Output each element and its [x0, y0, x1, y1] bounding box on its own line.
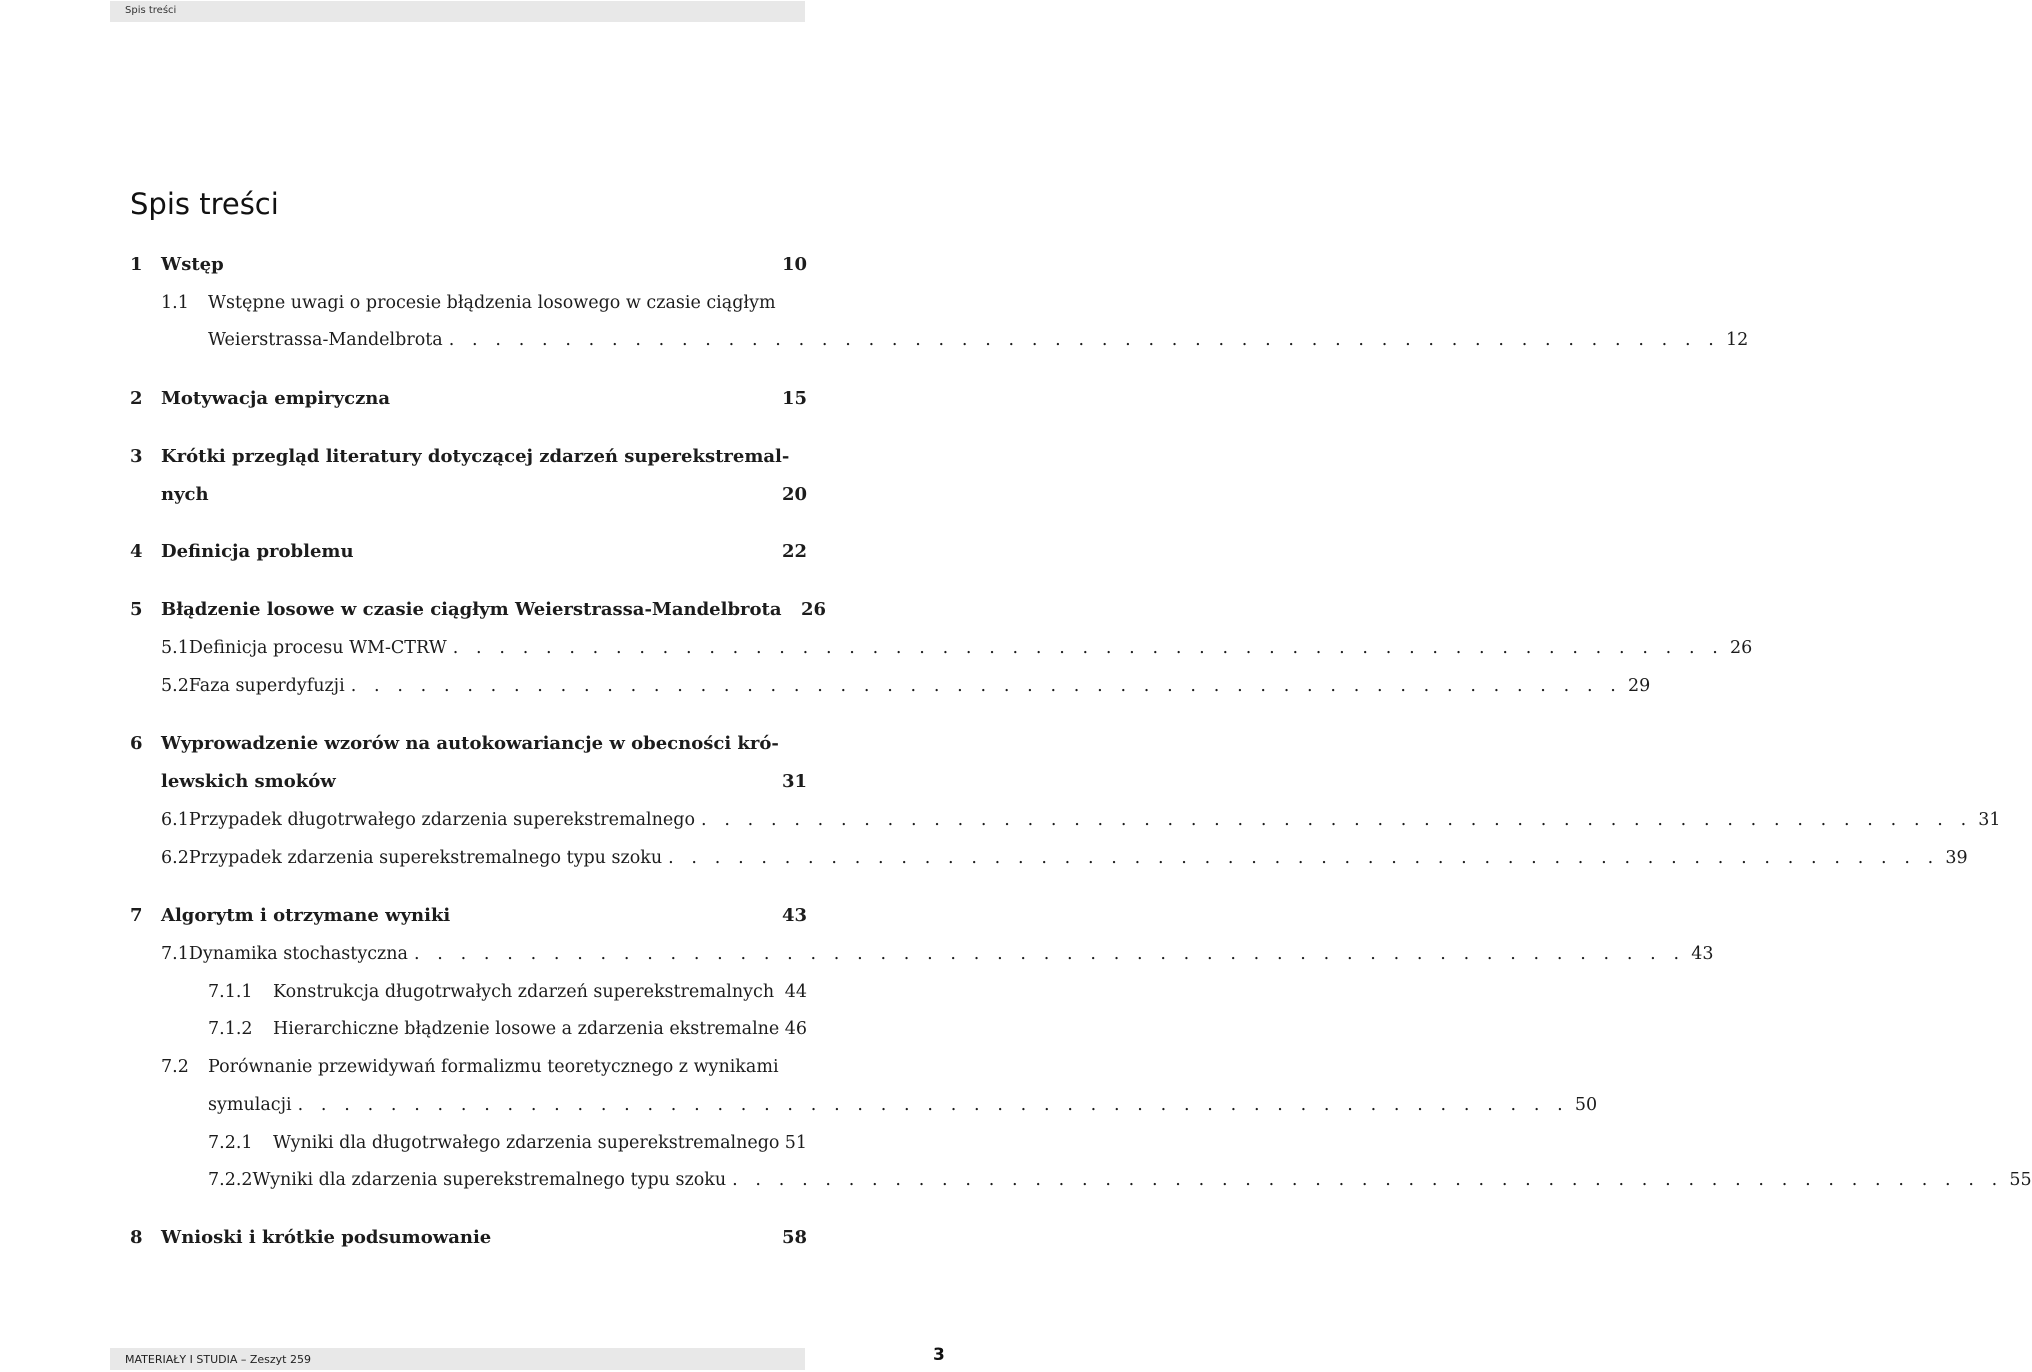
section-number: 5.2: [161, 676, 189, 696]
dot-leader: . . . . . . . . . . . . . . . . . . . . . . . . . . . . . . . . . . . . . . . . . . . . . . . . . . . . . . .: [452, 638, 1724, 658]
chapter-title: Błądzenie losowe w czasie ciągłym Weierstrassa-Mandelbrota: [161, 599, 782, 620]
chapter-title-continued: lewskich smoków: [161, 771, 336, 792]
page-number: 26: [1729, 638, 1753, 658]
dot-leader: . . . . . . . . . . . . . . . . . . . . . . . . . . . . . . . . . . . . . . . . . . . . . . . . . . . . . . .: [297, 1095, 1569, 1115]
toc-entry-section-1-1-continued[interactable]: [208, 328, 1749, 352]
toc-entry-chapter-3-continued[interactable]: [161, 483, 807, 507]
toc-entry-chapter-7[interactable]: [130, 904, 807, 928]
section-number: 5.1: [161, 638, 189, 658]
page-number: 50: [1574, 1095, 1598, 1115]
toc-entry-section-1-1[interactable]: [161, 291, 781, 315]
page-number: 43: [1691, 944, 1714, 964]
toc-entry-chapter-5[interactable]: [130, 598, 826, 622]
section-number: 1.1: [161, 293, 189, 313]
toc-entry-section-6-2[interactable]: [161, 846, 1968, 870]
chapter-number: 1: [130, 254, 143, 275]
subsection-number: 7.1.2: [208, 1019, 253, 1039]
toc-entry-section-7-2[interactable]: [161, 1055, 781, 1079]
section-number: 6.1: [161, 810, 189, 830]
page-number: 31: [1978, 810, 2001, 830]
chapter-number: 8: [130, 1227, 143, 1248]
toc-entry-chapter-3[interactable]: [130, 445, 807, 469]
spacer: [209, 483, 782, 507]
section-title-continued: symulacji: [208, 1095, 292, 1115]
toc-title: Spis treści: [130, 187, 279, 221]
page-number: 29: [1627, 676, 1651, 696]
chapter-title: Motywacja empiryczna: [161, 388, 391, 409]
section-title: Definicja procesu WM-CTRW: [188, 638, 447, 658]
footer-page-number: 3: [933, 1345, 945, 1365]
toc-entry-section-5-2[interactable]: [161, 674, 1651, 698]
toc-entry-section-5-1[interactable]: [161, 636, 1753, 660]
page-number: 20: [781, 484, 807, 505]
page-number: 22: [781, 541, 807, 562]
toc-entry-subsection-7-1-1[interactable]: [208, 980, 807, 1004]
page-number: 12: [1725, 330, 1749, 350]
page-number: 51: [784, 1133, 807, 1153]
toc-entry-chapter-6-continued[interactable]: [161, 770, 807, 794]
chapter-number: 6: [130, 733, 143, 754]
toc-entry-subsection-7-1-2[interactable]: [208, 1017, 807, 1041]
toc-entry-chapter-6[interactable]: [130, 732, 807, 756]
section-title: Przypadek zdarzenia superekstremalnego typu szoku: [188, 848, 663, 868]
subsection-title: Wyniki dla zdarzenia superekstremalnego typu szoku: [252, 1170, 727, 1190]
chapter-title-continued: nych: [161, 484, 209, 505]
subsection-number: 7.2.2: [208, 1170, 253, 1190]
section-number: 6.2: [161, 848, 189, 868]
page-number: 26: [800, 599, 826, 620]
dot-leader: . . . . . . . . . . . . . . . . . . . . . . . . . . . . . . . . . . . . . . . . . . . . . . . . . . . . . . .: [448, 330, 1720, 350]
chapter-title: Wyprowadzenie wzorów na autokowariancje w obecności kró-: [161, 733, 779, 754]
running-header-band: [110, 1, 805, 22]
page-number: 31: [781, 771, 807, 792]
toc-entry-chapter-1[interactable]: [130, 253, 807, 277]
chapter-title: Wstęp: [161, 254, 224, 275]
dot-leader: . . . . . . . . . . . . . . . . . . . . . . . . . . . . . . . . . . . . . . . . . . . . . . . . . . . . . . .: [350, 676, 1622, 696]
page-number: 15: [781, 388, 807, 409]
subsection-number: 7.2.1: [208, 1133, 253, 1153]
section-title-continued: Weierstrassa-Mandelbrota: [208, 330, 443, 350]
section-title: Faza superdyfuzji: [188, 676, 345, 696]
chapter-number: 2: [130, 388, 143, 409]
journal-footer: MATERIAŁY I STUDIA – Zeszyt 259: [125, 1353, 311, 1366]
page-number: 39: [1945, 848, 1968, 868]
toc-entry-chapter-8[interactable]: [130, 1226, 807, 1250]
chapter-title: Algorytm i otrzymane wyniki: [161, 905, 451, 926]
chapter-title: Definicja problemu: [161, 541, 354, 562]
section-number: 7.2: [161, 1057, 189, 1077]
chapter-title: Krótki przegląd literatury dotyczącej zdarzeń superekstremal-: [161, 446, 790, 467]
toc-entry-subsection-7-2-1[interactable]: [208, 1131, 807, 1155]
section-title: Dynamika stochastyczna: [188, 944, 408, 964]
chapter-number: 3: [130, 446, 143, 467]
section-number: 7.1: [161, 944, 189, 964]
running-header: Spis treści: [125, 5, 177, 16]
page-number: 46: [784, 1019, 807, 1039]
dot-leader: . . . . . . . . . . . . . . . . . . . . . . . . . . . . . . . . . . . . . . . . . . . . . . . . . . . . . . .: [732, 1170, 2004, 1190]
subsection-title: Hierarchiczne błądzenie losowe a zdarzenia ekstremalne: [273, 1019, 780, 1039]
page-number: 58: [781, 1227, 807, 1248]
page-number: 43: [781, 905, 807, 926]
dot-leader: . . . . . . . . . . . . . . . . . . . . . . . . . . . . . . . . . . . . . . . . . . . . . . . . . . . . . . .: [701, 810, 1973, 830]
chapter-title: Wnioski i krótkie podsumowanie: [161, 1227, 492, 1248]
toc-entry-section-6-1[interactable]: [161, 808, 2001, 832]
toc-entry-section-7-2-continued[interactable]: [208, 1093, 1598, 1117]
toc-entry-subsection-7-2-2[interactable]: [208, 1168, 2032, 1192]
dot-leader: . . . . . . . . . . . . . . . . . . . . . . . . . . . . . . . . . . . . . . . . . . . . . . . . . . . . . . .: [413, 944, 1686, 964]
spacer: [336, 770, 782, 794]
chapter-number: 4: [130, 541, 143, 562]
subsection-number: 7.1.1: [208, 982, 253, 1002]
chapter-number: 7: [130, 905, 143, 926]
page-number: 55: [2009, 1170, 2032, 1190]
toc-entry-section-7-1[interactable]: [161, 942, 1714, 966]
page-number: 10: [781, 254, 807, 275]
dot-leader: . . . . . . . . . . . . . . . . . . . . . . . . . . . . . . . . . . . . . . . . . . . . . . . . . . . . . . .: [668, 848, 1940, 868]
section-title: Wstępne uwagi o procesie błądzenia losowego w czasie ciągłym: [208, 293, 776, 313]
subsection-title: Wyniki dla długotrwałego zdarzenia superekstremalnego: [273, 1133, 780, 1153]
toc-entry-chapter-2[interactable]: [130, 387, 807, 411]
toc-entry-chapter-4[interactable]: [130, 540, 807, 564]
subsection-title: Konstrukcja długotrwałych zdarzeń superekstremalnych: [273, 982, 775, 1002]
chapter-number: 5: [130, 599, 143, 620]
section-title: Przypadek długotrwałego zdarzenia superekstremalnego: [188, 810, 696, 830]
page-number: 44: [784, 982, 807, 1002]
section-title: Porównanie przewidywań formalizmu teoretycznego z wynikami: [208, 1057, 779, 1077]
